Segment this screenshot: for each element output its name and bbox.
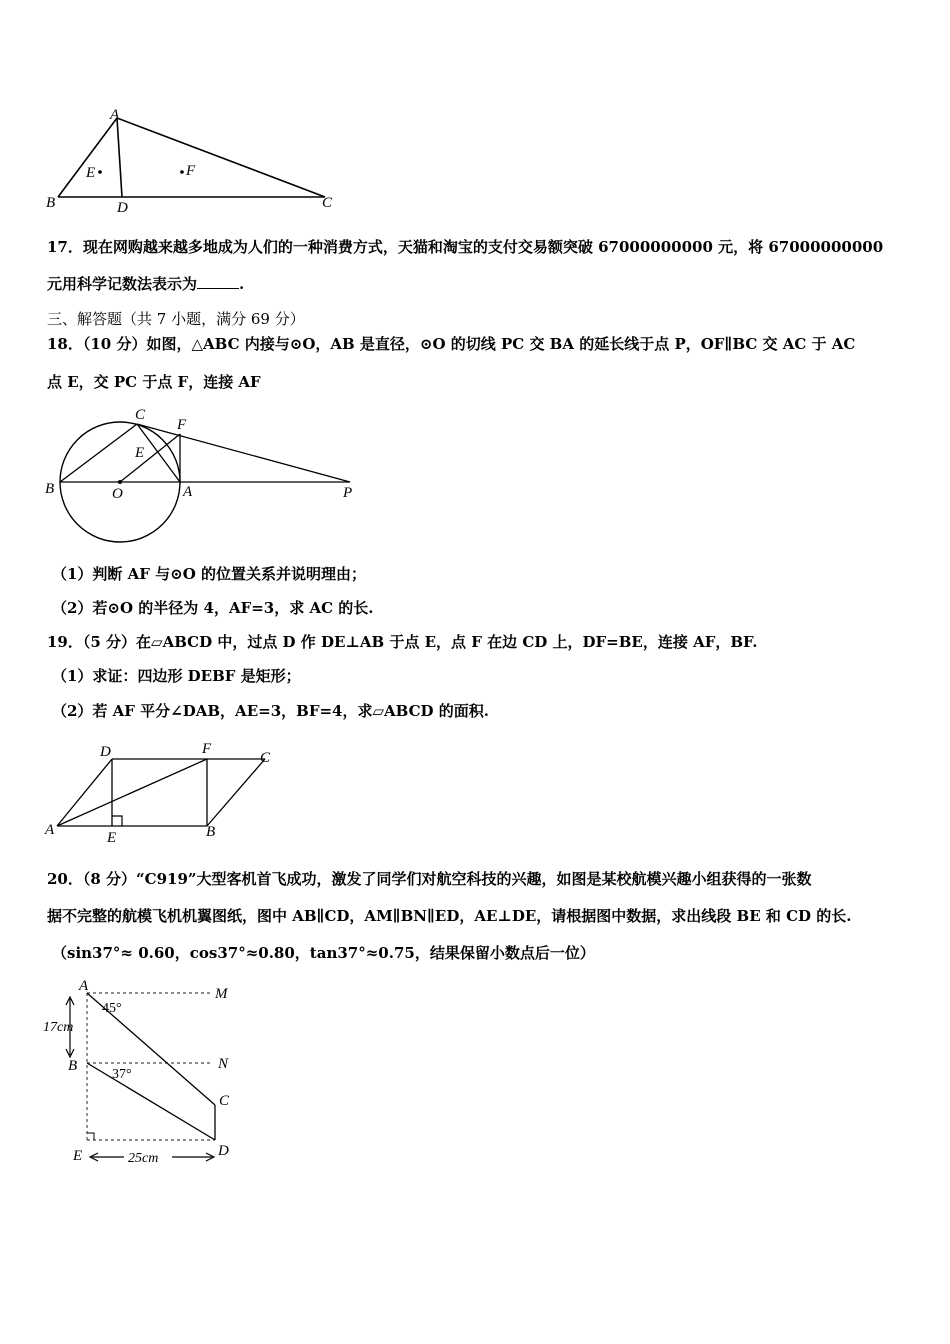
q17-line2 <box>47 273 244 294</box>
q20-line3: （sin37°≈ 0.60，cos37°≈0.80，tan37°≈0.75，结果保留小数点后一位） <box>52 944 595 962</box>
label-d: D <box>218 1143 229 1159</box>
label-e: E <box>135 445 145 461</box>
q18-sub2: （2）若⊙O 的半径为 4，AF=3，求 AC 的长. <box>52 599 374 617</box>
label-f: F <box>202 741 212 757</box>
length-17cm-label: 17cm <box>43 1020 74 1035</box>
q19-sub1: （1）求证：四边形 DEBF 是矩形； <box>52 667 301 685</box>
q17-line1: 17．现在网购越来越多地成为人们的一种消费方式，天猫和淘宝的支付交易额突破 67000000000 元，将 67000000000 <box>47 238 884 256</box>
label-e: E <box>107 830 117 846</box>
q18-line2: 点 E，交 PC 于点 F，连接 AF <box>47 373 261 391</box>
label-a: A <box>45 822 55 838</box>
circle-figure <box>40 405 370 550</box>
q20-line1: 20．（8 分）“C919”大型客机首飞成功，激发了同学们对航空科技的兴趣，如图是某校航模兴趣小组获得的一张数 <box>47 870 812 888</box>
section-heading: 三、解答题（共 7 小题，满分 69 分） <box>47 310 305 328</box>
label-d: D <box>117 200 128 216</box>
q19-line1: 19．（5 分）在▱ABCD 中，过点 D 作 DE⊥AB 于点 E，点 F 在边 CD 上，DF=BE，连接 AF，BF. <box>47 633 758 651</box>
q18-sub1: （1）判断 AF 与⊙O 的位置关系并说明理由； <box>52 565 367 583</box>
label-c: C <box>322 195 333 211</box>
length-25cm-label: 25cm <box>128 1151 159 1166</box>
label-c: C <box>135 407 146 423</box>
wing-figure <box>40 975 250 1170</box>
triangle-figure <box>40 105 340 220</box>
answer-blank <box>197 276 239 289</box>
q17-period: . <box>239 275 245 293</box>
angle-37-label: 37° <box>112 1067 132 1082</box>
label-f: F <box>177 417 187 433</box>
label-a: A <box>110 107 120 123</box>
q20-line2: 据不完整的航模飞机机翼图纸，图中 AB∥CD，AM∥BN∥ED，AE⊥DE，请根据图中数据，求出线段 BE 和 CD 的长. <box>47 907 852 925</box>
label-b: B <box>45 481 55 497</box>
angle-45-label: 45° <box>102 1001 122 1016</box>
label-c: C <box>260 750 271 766</box>
label-a: A <box>79 978 89 994</box>
label-e: E <box>73 1148 83 1164</box>
label-d: D <box>100 744 111 760</box>
label-n: N <box>218 1056 229 1072</box>
q18-line1: 18．（10 分）如图，△ABC 内接与⊙O，AB 是直径，⊙O 的切线 PC 交 BA 的延长线于点 P，OF∥BC 交 AC 于 AC <box>47 335 856 353</box>
label-b: B <box>68 1058 78 1074</box>
label-a: A <box>183 484 193 500</box>
label-b: B <box>46 195 56 211</box>
label-e: E <box>86 165 96 181</box>
label-p: P <box>343 485 353 501</box>
label-m: M <box>215 986 228 1002</box>
parallelogram-figure <box>40 740 280 845</box>
q19-sub2: （2）若 AF 平分∠DAB，AE=3，BF=4，求▱ABCD 的面积. <box>52 702 489 720</box>
label-b: B <box>206 824 216 840</box>
label-f: F <box>186 163 196 179</box>
label-c: C <box>219 1093 230 1109</box>
q17-text: 元用科学记数法表示为 <box>47 275 198 293</box>
label-o: O <box>112 486 123 502</box>
